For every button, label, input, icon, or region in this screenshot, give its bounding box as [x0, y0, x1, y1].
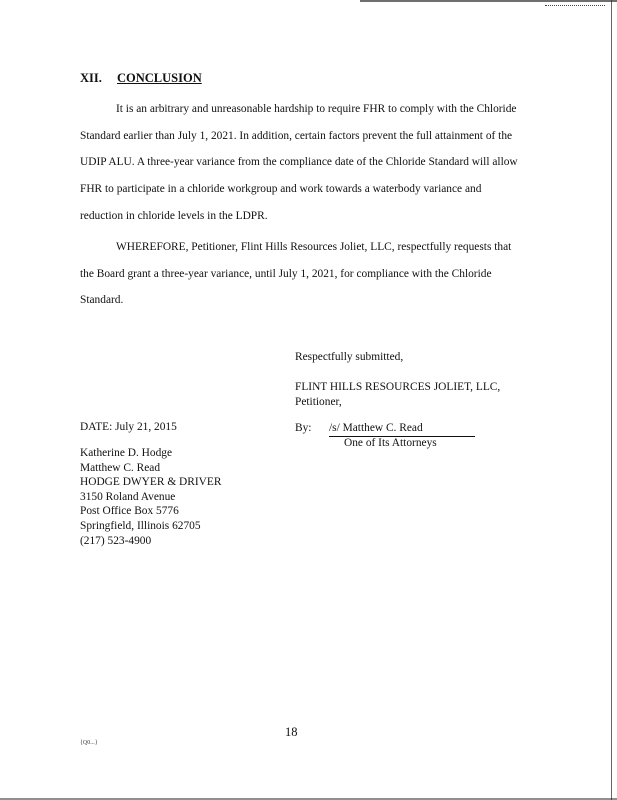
- address-line: 3150 Roland Avenue: [80, 490, 176, 503]
- by-label: By:: [295, 422, 312, 434]
- paragraph-line: WHEREFORE, Petitioner, Flint Hills Resources Joliet, LLC, respectfully requests that: [116, 241, 512, 253]
- paragraph-line: It is an arbitrary and unreasonable hardship to require FHR to comply with the Chloride: [116, 103, 517, 115]
- party-role: Petitioner,: [295, 395, 342, 408]
- paragraph-line: reduction in chloride levels in the LDPR.: [80, 209, 268, 222]
- party-block: [295, 380, 500, 409]
- attorney-name: Matthew C. Read: [80, 461, 161, 474]
- signer-capacity: One of Its Attorneys: [344, 437, 437, 449]
- party-name: FLINT HILLS RESOURCES JOLIET, LLC,: [295, 381, 501, 393]
- closing-phrase: Respectfully submitted,: [295, 351, 404, 363]
- phone-number: (217) 523-4900: [80, 534, 152, 547]
- paragraph-line: FHR to participate in a chloride workgroup and work towards a waterbody variance and: [80, 183, 482, 196]
- scan-edge-top-dotted: [545, 0, 605, 6]
- section-number: XII.: [80, 71, 102, 85]
- scan-edge-right: [611, 0, 612, 800]
- attorney-name: Katherine D. Hodge: [80, 447, 173, 459]
- section-heading: [80, 71, 202, 86]
- address-line: Post Office Box 5776: [80, 505, 179, 518]
- wherefore-paragraph: [80, 234, 550, 314]
- document-id: {Q0...}: [80, 740, 98, 746]
- conclusion-paragraph: [80, 96, 550, 230]
- section-title: CONCLUSION: [117, 71, 202, 85]
- paragraph-line: Standard earlier than July 1, 2021. In addition, certain factors prevent the full attainment of the: [80, 129, 513, 142]
- firm-name: HODGE DWYER & DRIVER: [80, 476, 222, 489]
- paragraph-line: the Board grant a three-year variance, until July 1, 2021, for compliance with the Chloride: [80, 267, 492, 280]
- counsel-block: [80, 446, 221, 548]
- date-line: DATE: July 21, 2015: [80, 421, 177, 433]
- page-number: 18: [285, 725, 298, 739]
- paragraph-line: UDIP ALU. A three-year variance from the compliance date of the Chloride Standard will allow: [80, 156, 518, 169]
- paragraph-line: Standard.: [80, 294, 124, 307]
- signature-line: /s/ Matthew C. Read: [329, 421, 475, 437]
- address-line: Springfield, Illinois 62705: [80, 519, 201, 532]
